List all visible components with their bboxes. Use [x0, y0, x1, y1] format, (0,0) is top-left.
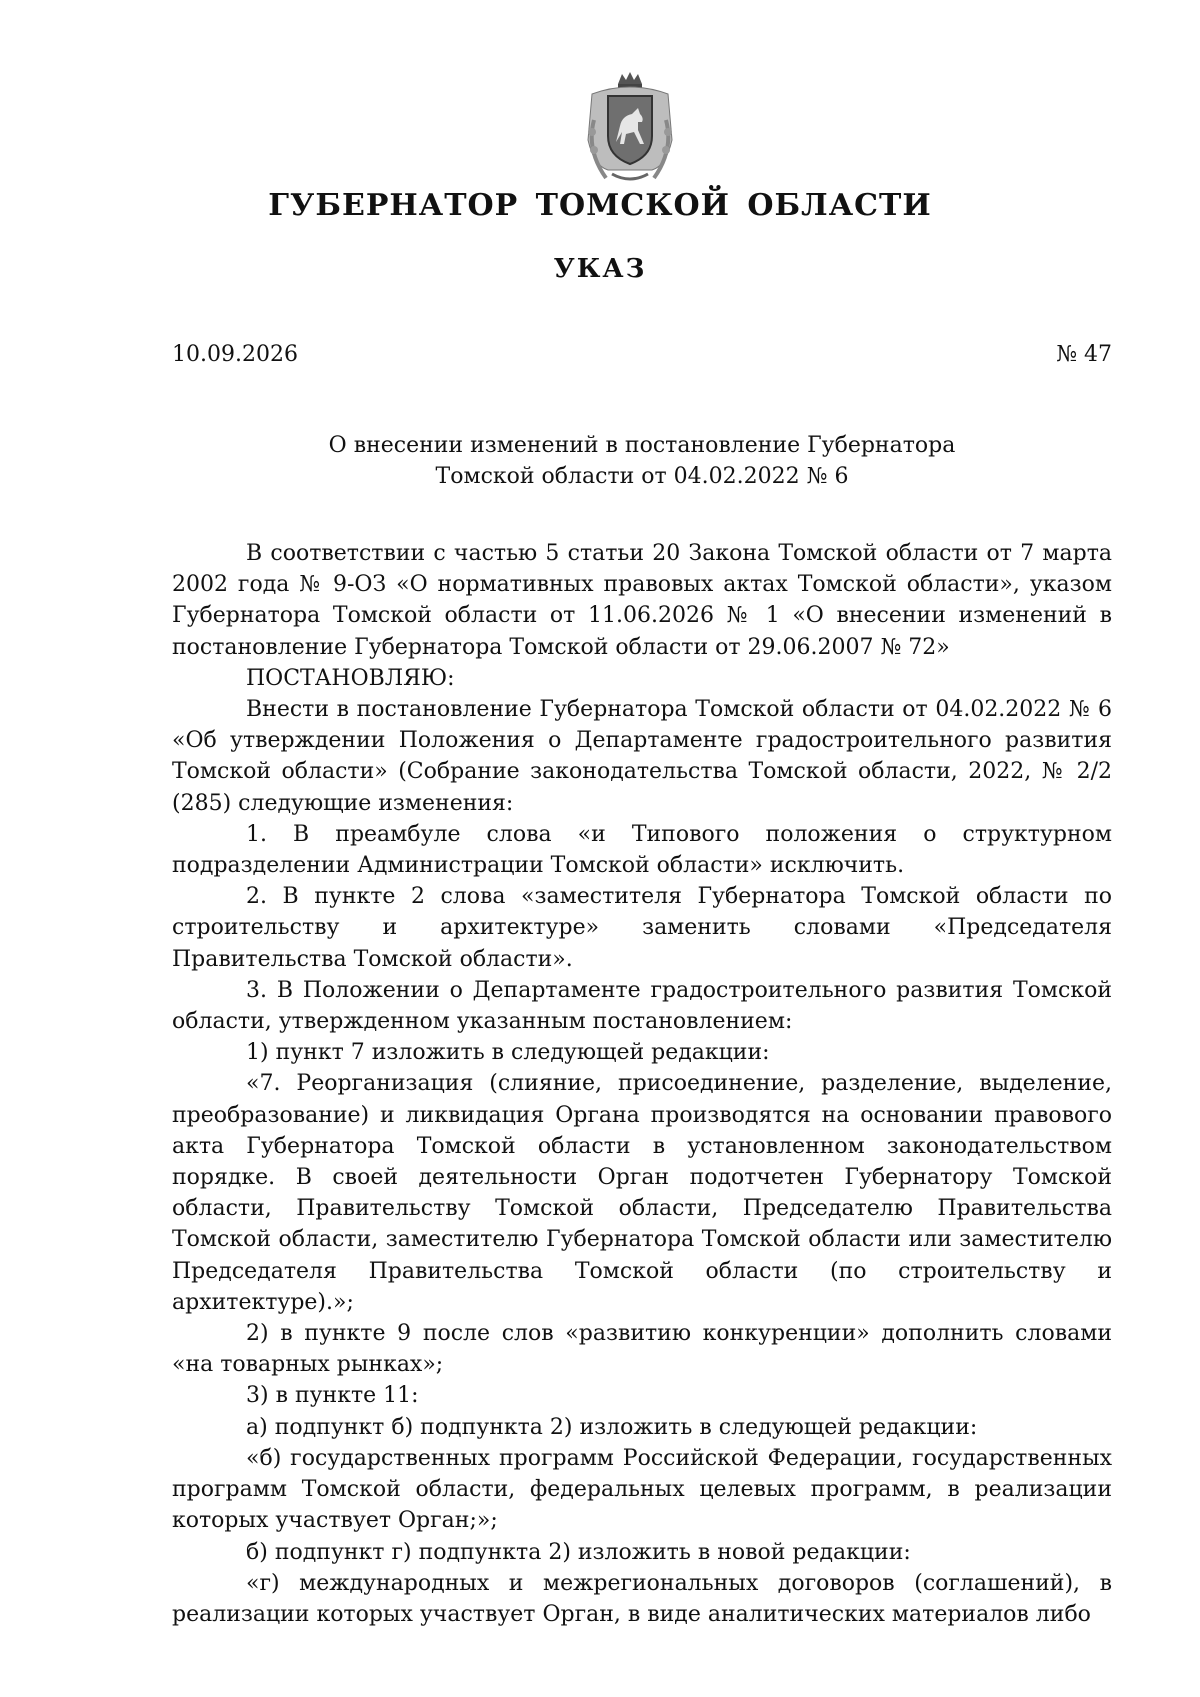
body-paragraph: 3) в пункте 11:	[246, 1383, 419, 1409]
document-subject	[172, 430, 1112, 492]
subject-line: Томской области от 04.02.2022 № 6	[435, 464, 849, 489]
document-number: № 47	[1056, 342, 1112, 367]
body-paragraph: б) подпункт г) подпункта 2) изложить в новой редакции:	[246, 1539, 911, 1565]
body-paragraph: Внести в постановление Губернатора Томской области от 04.02.2022 № 6 «Об утверждении Положения о Департаменте градостроительного развития Томской области» (Собрание законодательства Томской области, 2022, № 2/2 (285) следующие изменения:	[172, 697, 1112, 816]
body-paragraph: 1) пункт 7 изложить в следующей редакции:	[246, 1040, 770, 1066]
document-body	[172, 538, 1112, 1630]
tomsk-oblast-coat-of-arms-icon	[582, 70, 678, 188]
body-paragraph: «б) государственных программ Российской Федерации, государственных программ Томской области, федеральных целевых программ, в реализации которых участвует Орган;»;	[172, 1445, 1112, 1534]
body-paragraph: а) подпункт б) подпункта 2) изложить в следующей редакции:	[246, 1414, 978, 1440]
body-paragraph: ПОСТАНОВЛЯЮ:	[246, 665, 455, 691]
document-type-heading: УКАЗ	[553, 254, 647, 284]
body-paragraph: «7. Реорганизация (слияние, присоединение, разделение, выделение, преобразование) и ликвидация Органа производятся на основании правового акта Губернатора Томской области в установленном законодательством порядке. В своей деятельности Орган подотчетен Губернатору Томской области, Правительству Томской области, Председателю Правительства Томской области, заместителю Губернатора Томской области или заместителю Председателя Правительства Томской области (по строительству и архитектуре).»;	[172, 1071, 1112, 1315]
body-paragraph: В соответствии с частью 5 статьи 20 Закона Томской области от 7 марта 2002 года № 9-ОЗ «О нормативных правовых актах Томской области», указом Губернатора Томской области от 11.06.2026 № 1 «О внесении изменений в постановление Губернатора Томской области от 29.06.2007 № 72»	[172, 541, 1112, 660]
body-paragraph: 3. В Положении о Департаменте градостроительного развития Томской области, утвержденном указанным постановлением:	[172, 977, 1112, 1035]
body-paragraph: 1. В преамбуле слова «и Типового положения о структурном подразделении Администрации Томской области» исключить.	[172, 821, 1112, 879]
issuing-authority-title: ГУБЕРНАТОР ТОМСКОЙ ОБЛАСТИ	[268, 188, 932, 223]
body-paragraph: 2) в пункте 9 после слов «развитию конкуренции» дополнить словами «на товарных рынках»;	[172, 1321, 1112, 1378]
body-paragraph: 2. В пункте 2 слова «заместителя Губернатора Томской области по строительству и архитектуре» заменить словами «Председателя Правительства Томской области».	[172, 884, 1112, 972]
document-date: 10.09.2026	[172, 342, 298, 367]
subject-line: О внесении изменений в постановление Губернатора	[328, 433, 956, 458]
body-paragraph: «г) международных и межрегиональных договоров (соглашений), в реализации которых участвует Орган, в виде аналитических материалов либо	[172, 1570, 1112, 1627]
